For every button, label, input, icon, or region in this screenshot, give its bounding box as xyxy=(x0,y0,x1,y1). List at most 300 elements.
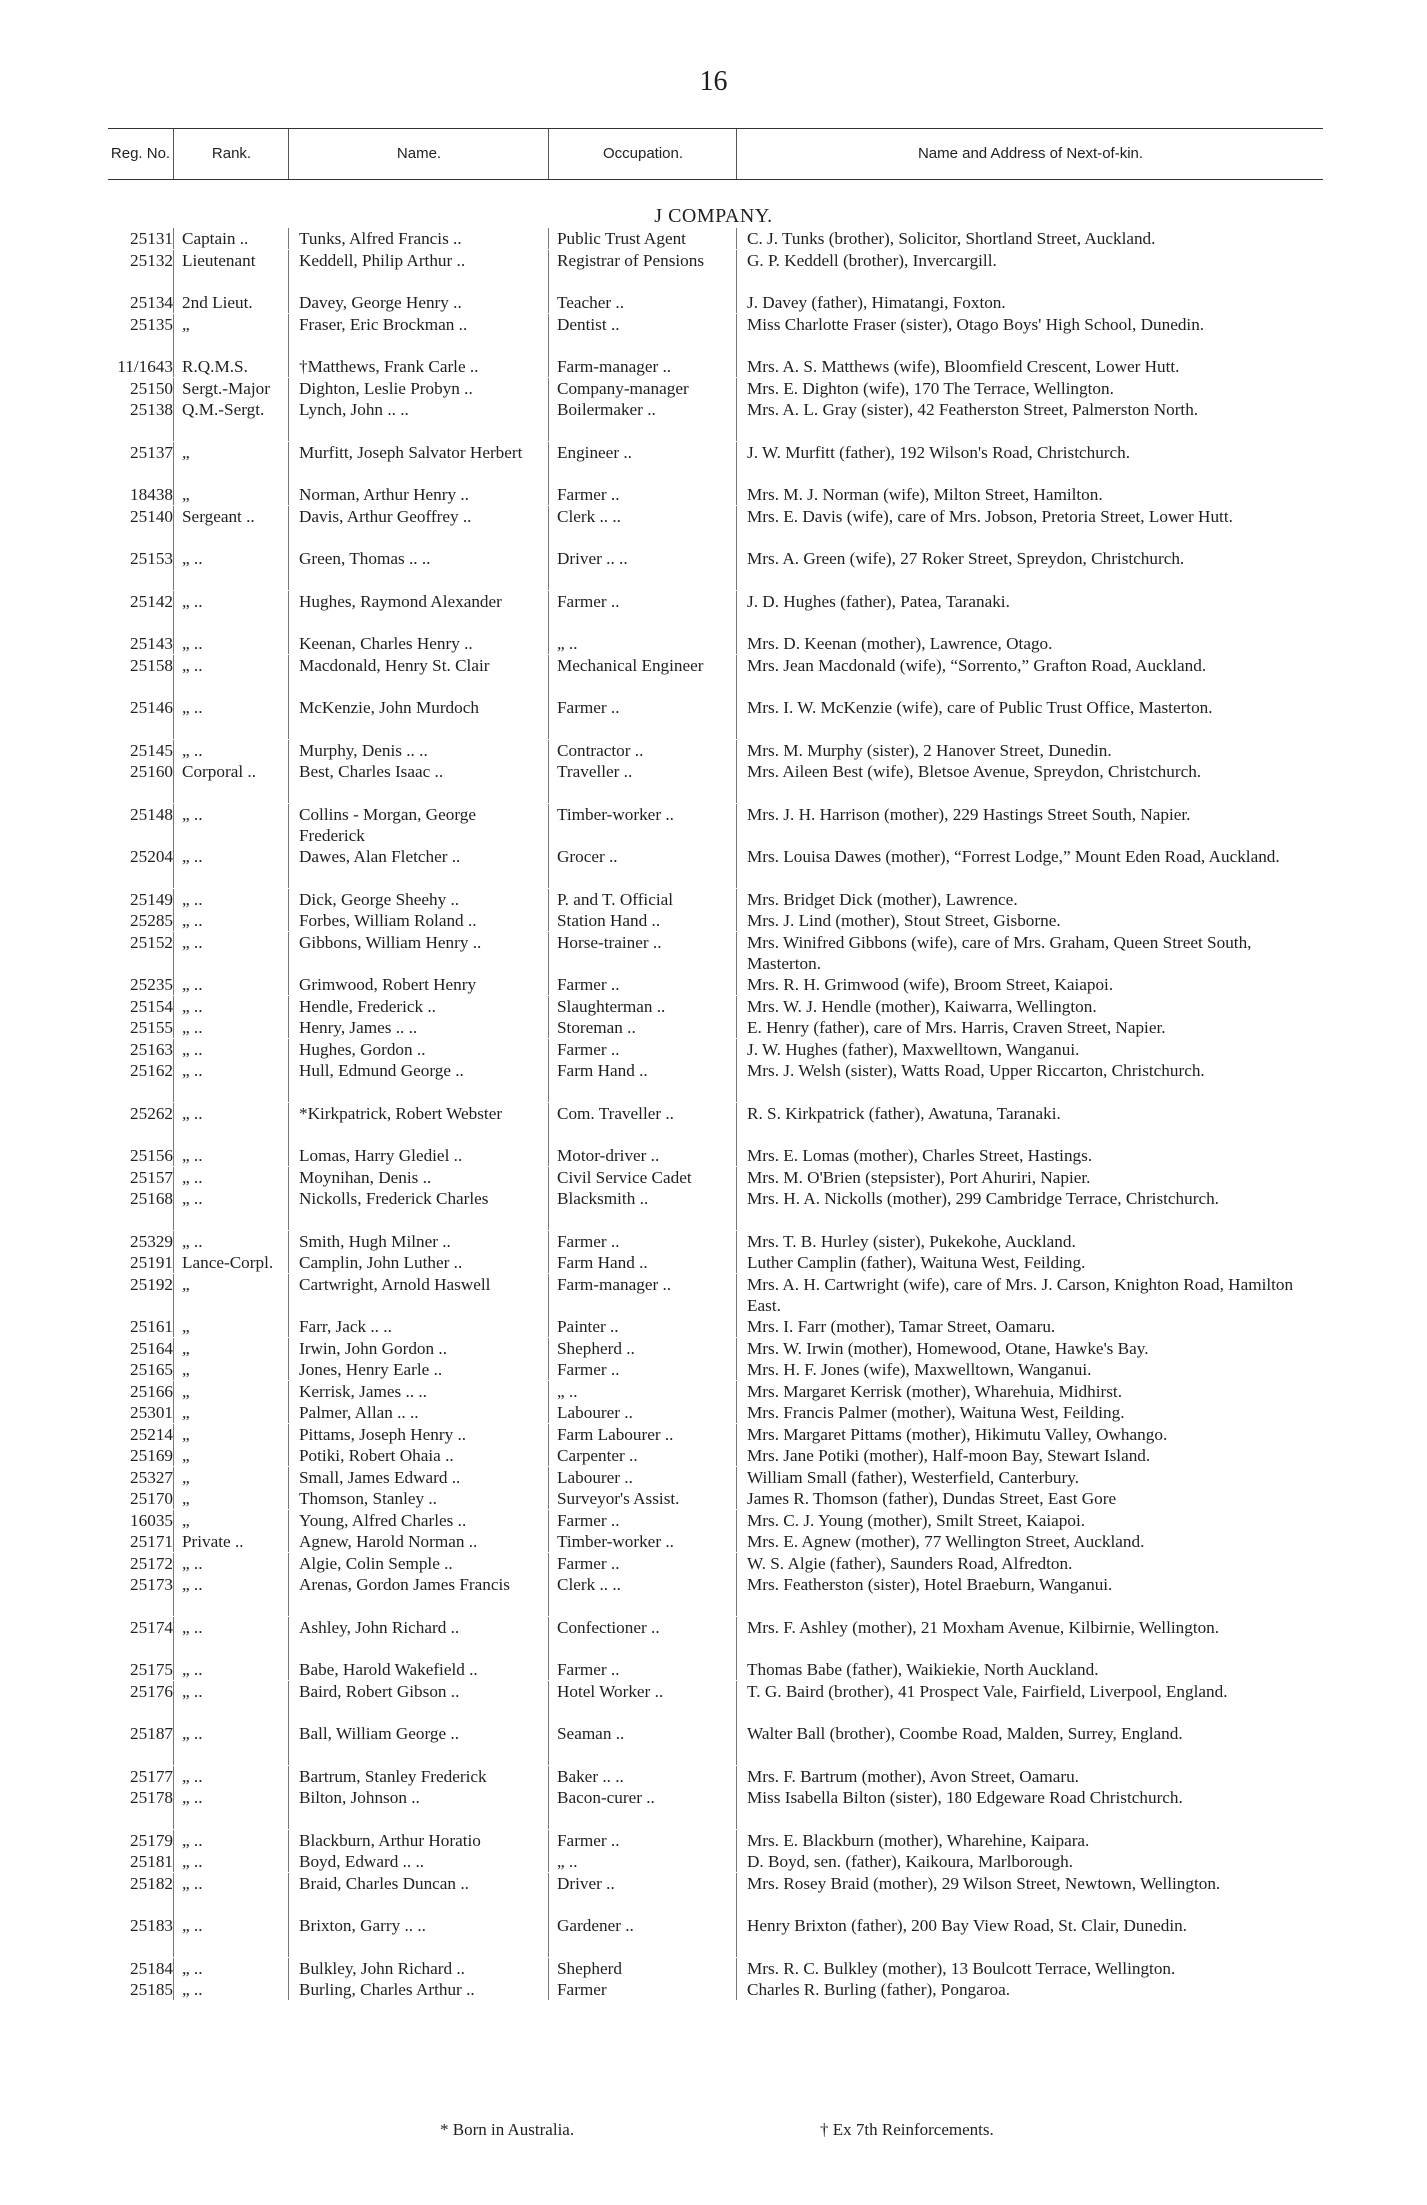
cell-rank: „ .. xyxy=(173,655,288,697)
table-header xyxy=(108,128,1323,180)
cell-next-of-kin: Mrs. Jean Macdonald (wife), “Sorrento,” Grafton Road, Auckland. xyxy=(736,655,1323,697)
cell-next-of-kin: James R. Thomson (father), Dundas Street, East Gore xyxy=(736,1488,1323,1509)
cell-occupation: Gardener .. xyxy=(548,1915,736,1957)
cell-occupation: Traveller .. xyxy=(548,761,736,803)
cell-reg-no: 25185 xyxy=(130,1980,173,1999)
cell-name: Boyd, Edward .. .. xyxy=(288,1851,548,1872)
cell-rank: „ .. xyxy=(173,1873,288,1915)
cell-rank: „ .. xyxy=(173,633,288,654)
cell-occupation: Boilermaker .. xyxy=(548,399,736,441)
cell-occupation: Farmer .. xyxy=(548,697,736,739)
cell-occupation: Labourer .. xyxy=(548,1467,736,1488)
cell-name: Dawes, Alan Fletcher .. xyxy=(288,846,548,888)
table-row xyxy=(108,1231,1323,1253)
cell-reg-no: 25158 xyxy=(130,655,173,675)
cell-reg-no: 25191 xyxy=(130,1253,173,1272)
cell-reg-no: 25145 xyxy=(130,740,173,760)
table-row xyxy=(108,1659,1323,1681)
table-row xyxy=(108,1316,1323,1338)
cell-reg-no: 25138 xyxy=(130,400,173,419)
cell-name: Braid, Charles Duncan .. xyxy=(288,1873,548,1915)
cell-next-of-kin: Mrs. R. C. Bulkley (mother), 13 Boulcott Terrace, Wellington. xyxy=(736,1958,1323,1979)
table-row xyxy=(108,1531,1323,1553)
cell-name: Pittams, Joseph Henry .. xyxy=(288,1424,548,1445)
cell-next-of-kin: Mrs. H. F. Jones (wife), Maxwelltown, Wanganui. xyxy=(736,1359,1323,1380)
cell-rank: Lance-Corpl. xyxy=(173,1252,288,1273)
cell-next-of-kin: Mrs. M. Murphy (sister), 2 Hanover Street, Dunedin. xyxy=(736,740,1323,761)
cell-occupation: Shepherd .. xyxy=(548,1338,736,1359)
cell-occupation: Confectioner .. xyxy=(548,1617,736,1659)
cell-reg-no: 25170 xyxy=(130,1489,173,1508)
cell-occupation: Farmer xyxy=(548,1979,736,2000)
cell-next-of-kin: Mrs. R. H. Grimwood (wife), Broom Street, Kaiapoi. xyxy=(736,974,1323,995)
cell-rank: „ xyxy=(173,1445,288,1466)
cell-name: †Matthews, Frank Carle .. xyxy=(288,356,548,377)
cell-reg-no: 25192 xyxy=(130,1274,173,1294)
cell-rank: „ .. xyxy=(173,1659,288,1680)
cell-occupation: Painter .. xyxy=(548,1316,736,1337)
cell-rank: „ .. xyxy=(173,1145,288,1166)
cell-rank: „ .. xyxy=(173,1167,288,1188)
cell-next-of-kin: G. P. Keddell (brother), Invercargill. xyxy=(736,250,1323,292)
cell-occupation: Storeman .. xyxy=(548,1017,736,1038)
table-row xyxy=(108,804,1323,847)
cell-name: Potiki, Robert Ohaia .. xyxy=(288,1445,548,1466)
cell-reg-no: 25131 xyxy=(130,229,173,248)
cell-next-of-kin: Mrs. Aileen Best (wife), Bletsoe Avenue, Spreydon, Christchurch. xyxy=(736,761,1323,803)
table-row xyxy=(108,1830,1323,1852)
cell-occupation: Farmer .. xyxy=(548,974,736,995)
cell-name: Moynihan, Denis .. xyxy=(288,1167,548,1188)
cell-name: McKenzie, John Murdoch xyxy=(288,697,548,739)
cell-reg-no: 25172 xyxy=(130,1553,173,1573)
cell-name: Thomson, Stanley .. xyxy=(288,1488,548,1509)
cell-rank: Captain .. xyxy=(173,228,288,249)
cell-rank: 2nd Lieut. xyxy=(173,292,288,313)
cell-next-of-kin: Mrs. C. J. Young (mother), Smilt Street, Kaiapoi. xyxy=(736,1510,1323,1531)
table-row xyxy=(108,1274,1323,1317)
table-row xyxy=(108,378,1323,400)
cell-reg-no: 25164 xyxy=(130,1338,173,1358)
cell-name: Norman, Arthur Henry .. xyxy=(288,484,548,505)
cell-rank: „ .. xyxy=(173,996,288,1017)
cell-next-of-kin: Miss Charlotte Fraser (sister), Otago Boys' High School, Dunedin. xyxy=(736,314,1323,356)
cell-name: Collins - Morgan, George Frederick xyxy=(288,804,548,846)
cell-rank: „ .. xyxy=(173,697,288,739)
cell-name: Murphy, Denis .. .. xyxy=(288,740,548,761)
cell-occupation: „ .. xyxy=(548,633,736,654)
cell-rank: „ xyxy=(173,1402,288,1423)
table-row xyxy=(108,1402,1323,1424)
cell-next-of-kin: J. W. Murfitt (father), 192 Wilson's Road, Christchurch. xyxy=(736,442,1323,484)
table-row xyxy=(108,1723,1323,1766)
cell-reg-no: 25165 xyxy=(130,1360,173,1379)
table-row xyxy=(108,1060,1323,1103)
table-row xyxy=(108,1359,1323,1381)
cell-reg-no: 25183 xyxy=(130,1916,173,1935)
cell-name: Keenan, Charles Henry .. xyxy=(288,633,548,654)
table-row xyxy=(108,1167,1323,1189)
cell-next-of-kin: W. S. Algie (father), Saunders Road, Alfredton. xyxy=(736,1553,1323,1574)
table-row xyxy=(108,399,1323,442)
cell-name: Blackburn, Arthur Horatio xyxy=(288,1830,548,1851)
cell-occupation: Teacher .. xyxy=(548,292,736,313)
table-row xyxy=(108,250,1323,293)
table-row xyxy=(108,1424,1323,1446)
table-row xyxy=(108,1145,1323,1167)
cell-name: Murfitt, Joseph Salvator Herbert xyxy=(288,442,548,484)
table-row xyxy=(108,846,1323,889)
cell-name: Hendle, Frederick .. xyxy=(288,996,548,1017)
cell-next-of-kin: Mrs. M. J. Norman (wife), Milton Street, Hamilton. xyxy=(736,484,1323,505)
cell-name: Davey, George Henry .. xyxy=(288,292,548,313)
cell-next-of-kin: Mrs. A. H. Cartwright (wife), care of Mrs. J. Carson, Knighton Road, Hamilton East. xyxy=(736,1274,1323,1316)
cell-reg-no: 25173 xyxy=(130,1575,173,1594)
cell-occupation: Labourer .. xyxy=(548,1402,736,1423)
cell-reg-no: 25174 xyxy=(130,1617,173,1637)
cell-next-of-kin: Henry Brixton (father), 200 Bay View Road, St. Clair, Dunedin. xyxy=(736,1915,1323,1957)
table-row xyxy=(108,1766,1323,1788)
cell-rank: Q.M.-Sergt. xyxy=(173,399,288,441)
cell-next-of-kin: Mrs. F. Bartrum (mother), Avon Street, Oamaru. xyxy=(736,1766,1323,1787)
table-row xyxy=(108,1979,1323,2001)
table-row xyxy=(108,484,1323,506)
cell-next-of-kin: R. S. Kirkpatrick (father), Awatuna, Taranaki. xyxy=(736,1103,1323,1145)
cell-occupation: Dentist .. xyxy=(548,314,736,356)
table-row xyxy=(108,974,1323,996)
table-row xyxy=(108,1958,1323,1980)
cell-occupation: Farmer .. xyxy=(548,484,736,505)
cell-name: Nickolls, Frederick Charles xyxy=(288,1188,548,1230)
cell-next-of-kin: Mrs. Jane Potiki (mother), Half-moon Bay, Stewart Island. xyxy=(736,1445,1323,1466)
cell-rank: „ .. xyxy=(173,804,288,846)
cell-occupation: Timber-worker .. xyxy=(548,1531,736,1552)
cell-reg-no: 25175 xyxy=(130,1660,173,1679)
cell-next-of-kin: C. J. Tunks (brother), Solicitor, Shortland Street, Auckland. xyxy=(736,228,1323,249)
cell-rank: „ .. xyxy=(173,1060,288,1102)
cell-reg-no: 25184 xyxy=(130,1958,173,1978)
cell-rank: „ .. xyxy=(173,1979,288,2000)
cell-rank: „ .. xyxy=(173,548,288,590)
cell-reg-no: 25160 xyxy=(130,762,173,781)
table-row xyxy=(108,1467,1323,1489)
cell-reg-no: 25146 xyxy=(130,698,173,717)
cell-next-of-kin: Mrs. Margaret Kerrisk (mother), Wharehuia, Midhirst. xyxy=(736,1381,1323,1402)
table-row xyxy=(108,228,1323,250)
cell-next-of-kin: Mrs. J. H. Harrison (mother), 229 Hastings Street South, Napier. xyxy=(736,804,1323,846)
cell-name: Burling, Charles Arthur .. xyxy=(288,1979,548,2000)
table-row xyxy=(108,356,1323,378)
page-number: 16 xyxy=(699,66,728,97)
cell-rank: „ .. xyxy=(173,1787,288,1829)
cell-rank: „ .. xyxy=(173,1766,288,1787)
cell-rank: „ .. xyxy=(173,1039,288,1060)
footnote-ex-reinforcements: † Ex 7th Reinforcements. xyxy=(820,2120,994,2139)
table-row xyxy=(108,633,1323,655)
cell-name: Davis, Arthur Geoffrey .. xyxy=(288,506,548,548)
table-row xyxy=(108,292,1323,314)
cell-occupation: Farmer .. xyxy=(548,1553,736,1574)
cell-occupation: Farm Hand .. xyxy=(548,1060,736,1102)
cell-occupation: Farmer .. xyxy=(548,1830,736,1851)
cell-next-of-kin: Mrs. E. Agnew (mother), 77 Wellington Street, Auckland. xyxy=(736,1531,1323,1552)
cell-reg-no: 11/1643 xyxy=(117,357,173,376)
cell-next-of-kin: Mrs. F. Ashley (mother), 21 Moxham Avenue, Kilbirnie, Wellington. xyxy=(736,1617,1323,1659)
cell-next-of-kin: William Small (father), Westerfield, Canterbury. xyxy=(736,1467,1323,1488)
cell-reg-no: 25329 xyxy=(130,1231,173,1251)
cell-occupation: Driver .. xyxy=(548,1873,736,1915)
table-row xyxy=(108,910,1323,932)
cell-name: Bilton, Johnson .. xyxy=(288,1787,548,1829)
cell-name: Bartrum, Stanley Frederick xyxy=(288,1766,548,1787)
cell-name: Ball, William George .. xyxy=(288,1723,548,1765)
cell-rank: „ .. xyxy=(173,1851,288,1872)
cell-occupation: Bacon-curer .. xyxy=(548,1787,736,1829)
cell-next-of-kin: E. Henry (father), care of Mrs. Harris, Craven Street, Napier. xyxy=(736,1017,1323,1038)
cell-name: Fraser, Eric Brockman .. xyxy=(288,314,548,356)
table-row xyxy=(108,1445,1323,1467)
table-row xyxy=(108,1338,1323,1360)
table-row xyxy=(108,442,1323,485)
table-row xyxy=(108,1915,1323,1958)
cell-rank: „ xyxy=(173,1338,288,1359)
cell-name: Agnew, Harold Norman .. xyxy=(288,1531,548,1552)
cell-occupation: Farm Hand .. xyxy=(548,1252,736,1273)
cell-reg-no: 25168 xyxy=(130,1189,173,1208)
cell-name: Dick, George Sheehy .. xyxy=(288,889,548,910)
cell-reg-no: 25162 xyxy=(130,1061,173,1080)
cell-name: *Kirkpatrick, Robert Webster xyxy=(288,1103,548,1145)
cell-name: Brixton, Garry .. .. xyxy=(288,1915,548,1957)
table-row xyxy=(108,1103,1323,1146)
cell-rank: „ xyxy=(173,1274,288,1316)
cell-reg-no: 25155 xyxy=(130,1018,173,1037)
cell-reg-no: 18438 xyxy=(130,485,173,504)
cell-occupation: Company-manager xyxy=(548,378,736,399)
cell-occupation: Grocer .. xyxy=(548,846,736,888)
cell-occupation: Farmer .. xyxy=(548,1231,736,1252)
cell-name: Irwin, John Gordon .. xyxy=(288,1338,548,1359)
cell-next-of-kin: Mrs. T. B. Hurley (sister), Pukekohe, Auckland. xyxy=(736,1231,1323,1252)
cell-next-of-kin: Luther Camplin (father), Waituna West, Feilding. xyxy=(736,1252,1323,1273)
cell-name: Hull, Edmund George .. xyxy=(288,1060,548,1102)
cell-occupation: Public Trust Agent xyxy=(548,228,736,249)
cell-name: Baird, Robert Gibson .. xyxy=(288,1681,548,1723)
footnote-born-australia: * Born in Australia. xyxy=(440,2120,575,2139)
cell-occupation: Baker .. .. xyxy=(548,1766,736,1787)
cell-occupation: Farmer .. xyxy=(548,1659,736,1680)
cell-next-of-kin: Mrs. E. Dighton (wife), 170 The Terrace, Wellington. xyxy=(736,378,1323,399)
cell-next-of-kin: Mrs. A. Green (wife), 27 Roker Street, Spreydon, Christchurch. xyxy=(736,548,1323,590)
cell-rank: „ .. xyxy=(173,1017,288,1038)
cell-next-of-kin: J. D. Hughes (father), Patea, Taranaki. xyxy=(736,591,1323,633)
cell-next-of-kin: Thomas Babe (father), Waikiekie, North Auckland. xyxy=(736,1659,1323,1680)
table-row xyxy=(108,1039,1323,1061)
cell-occupation: Blacksmith .. xyxy=(548,1188,736,1230)
cell-occupation: Civil Service Cadet xyxy=(548,1167,736,1188)
cell-name: Keddell, Philip Arthur .. xyxy=(288,250,548,292)
cell-rank: „ .. xyxy=(173,1231,288,1252)
cell-rank: „ xyxy=(173,442,288,484)
table-row xyxy=(108,1617,1323,1660)
cell-name: Smith, Hugh Milner .. xyxy=(288,1231,548,1252)
cell-occupation: Contractor .. xyxy=(548,740,736,761)
cell-next-of-kin: Mrs. W. J. Hendle (mother), Kaiwarra, Wellington. xyxy=(736,996,1323,1017)
cell-next-of-kin: D. Boyd, sen. (father), Kaikoura, Marlborough. xyxy=(736,1851,1323,1872)
cell-name: Palmer, Allan .. .. xyxy=(288,1402,548,1423)
table-row xyxy=(108,1873,1323,1916)
cell-rank: „ xyxy=(173,1488,288,1509)
cell-reg-no: 25148 xyxy=(130,804,173,824)
cell-occupation: Shepherd xyxy=(548,1958,736,1979)
cell-name: Arenas, Gordon James Francis xyxy=(288,1574,548,1616)
cell-name: Camplin, John Luther .. xyxy=(288,1252,548,1273)
table-row xyxy=(108,761,1323,804)
table-row xyxy=(108,1553,1323,1575)
cell-occupation: Mechanical Engineer xyxy=(548,655,736,697)
cell-reg-no: 25140 xyxy=(130,506,173,526)
cell-next-of-kin: Mrs. I. Farr (mother), Tamar Street, Oamaru. xyxy=(736,1316,1323,1337)
cell-occupation: Driver .. .. xyxy=(548,548,736,590)
header-name: Name. xyxy=(288,129,549,179)
cell-reg-no: 25154 xyxy=(130,996,173,1016)
cell-rank: „ xyxy=(173,1424,288,1445)
cell-next-of-kin: Mrs. Margaret Pittams (mother), Hikimutu Valley, Owhango. xyxy=(736,1424,1323,1445)
cell-reg-no: 25285 xyxy=(130,911,173,930)
cell-reg-no: 25301 xyxy=(130,1403,173,1422)
cell-name: Ashley, John Richard .. xyxy=(288,1617,548,1659)
table-row xyxy=(108,1787,1323,1830)
cell-occupation: Farm Labourer .. xyxy=(548,1424,736,1445)
cell-next-of-kin: Mrs. H. A. Nickolls (mother), 299 Cambridge Terrace, Christchurch. xyxy=(736,1188,1323,1230)
cell-name: Farr, Jack .. .. xyxy=(288,1316,548,1337)
table-row xyxy=(108,1488,1323,1510)
cell-rank: „ xyxy=(173,1381,288,1402)
cell-next-of-kin: Mrs. J. Lind (mother), Stout Street, Gisborne. xyxy=(736,910,1323,931)
cell-next-of-kin: Mrs. J. Welsh (sister), Watts Road, Upper Riccarton, Christchurch. xyxy=(736,1060,1323,1102)
header-reg-no: Reg. No. xyxy=(110,145,171,162)
cell-rank: „ .. xyxy=(173,1915,288,1957)
table-row xyxy=(108,740,1323,762)
cell-reg-no: 25327 xyxy=(130,1467,173,1487)
cell-occupation: Farmer .. xyxy=(548,1039,736,1060)
cell-reg-no: 25152 xyxy=(130,932,173,952)
cell-occupation: Seaman .. xyxy=(548,1723,736,1765)
table-row xyxy=(108,655,1323,698)
cell-next-of-kin: Mrs. E. Davis (wife), care of Mrs. Jobson, Pretoria Street, Lower Hutt. xyxy=(736,506,1323,548)
cell-rank: „ .. xyxy=(173,1553,288,1574)
cell-reg-no: 25204 xyxy=(130,847,173,866)
cell-name: Kerrisk, James .. .. xyxy=(288,1381,548,1402)
cell-next-of-kin: Mrs. Francis Palmer (mother), Waituna West, Feilding. xyxy=(736,1402,1323,1423)
cell-occupation: Timber-worker .. xyxy=(548,804,736,846)
cell-reg-no: 25177 xyxy=(130,1766,173,1786)
table-row xyxy=(108,1510,1323,1532)
cell-rank: „ .. xyxy=(173,1830,288,1851)
cell-next-of-kin: T. G. Baird (brother), 41 Prospect Vale, Fairfield, Liverpool, England. xyxy=(736,1681,1323,1723)
cell-reg-no: 25157 xyxy=(130,1167,173,1187)
cell-rank: „ xyxy=(173,1510,288,1531)
cell-next-of-kin: Mrs. E. Blackburn (mother), Wharehine, Kaipara. xyxy=(736,1830,1323,1851)
cell-rank: „ xyxy=(173,314,288,356)
cell-occupation: „ .. xyxy=(548,1851,736,1872)
table-row xyxy=(108,548,1323,591)
cell-rank: „ .. xyxy=(173,910,288,931)
table-row xyxy=(108,697,1323,740)
cell-reg-no: 25149 xyxy=(130,889,173,909)
cell-reg-no: 25187 xyxy=(130,1724,173,1743)
cell-occupation: Registrar of Pensions xyxy=(548,250,736,292)
cell-occupation: Farm-manager .. xyxy=(548,356,736,377)
table-row xyxy=(108,591,1323,634)
header-occupation: Occupation. xyxy=(548,129,737,179)
cell-reg-no: 25235 xyxy=(130,975,173,994)
cell-rank: „ .. xyxy=(173,740,288,761)
cell-rank: „ xyxy=(173,484,288,505)
cell-reg-no: 25150 xyxy=(130,378,173,398)
cell-rank: Lieutenant xyxy=(173,250,288,292)
cell-reg-no: 25214 xyxy=(130,1424,173,1444)
cell-name: Cartwright, Arnold Haswell xyxy=(288,1274,548,1316)
cell-name: Young, Alfred Charles .. xyxy=(288,1510,548,1531)
cell-occupation: P. and T. Official xyxy=(548,889,736,910)
cell-name: Gibbons, William Henry .. xyxy=(288,932,548,974)
header-rank: Rank. xyxy=(173,129,289,179)
cell-name: Bulkley, John Richard .. xyxy=(288,1958,548,1979)
cell-reg-no: 25142 xyxy=(130,591,173,611)
cell-rank: „ .. xyxy=(173,1103,288,1145)
table-row xyxy=(108,1252,1323,1274)
cell-name: Green, Thomas .. .. xyxy=(288,548,548,590)
cell-reg-no: 25166 xyxy=(130,1381,173,1401)
cell-next-of-kin: Mrs. D. Keenan (mother), Lawrence, Otago. xyxy=(736,633,1323,654)
cell-rank: Sergt.-Major xyxy=(173,378,288,399)
cell-name: Dighton, Leslie Probyn .. xyxy=(288,378,548,399)
cell-rank: R.Q.M.S. xyxy=(173,356,288,377)
cell-occupation: Station Hand .. xyxy=(548,910,736,931)
cell-name: Hughes, Raymond Alexander xyxy=(288,591,548,633)
cell-name: Forbes, William Roland .. xyxy=(288,910,548,931)
cell-occupation: Horse-trainer .. xyxy=(548,932,736,974)
table-row xyxy=(108,314,1323,357)
cell-occupation: Engineer .. xyxy=(548,442,736,484)
cell-rank: „ .. xyxy=(173,1617,288,1659)
cell-reg-no: 25169 xyxy=(130,1446,173,1465)
cell-name: Lynch, John .. .. xyxy=(288,399,548,441)
cell-rank: Corporal .. xyxy=(173,761,288,803)
cell-next-of-kin: Charles R. Burling (father), Pongaroa. xyxy=(736,1979,1323,2000)
cell-name: Macdonald, Henry St. Clair xyxy=(288,655,548,697)
cell-next-of-kin: Miss Isabella Bilton (sister), 180 Edgeware Road Christchurch. xyxy=(736,1787,1323,1829)
cell-rank: „ .. xyxy=(173,889,288,910)
cell-rank: „ xyxy=(173,1359,288,1380)
cell-reg-no: 25179 xyxy=(130,1830,173,1850)
cell-rank: „ .. xyxy=(173,1681,288,1723)
cell-reg-no: 25143 xyxy=(130,634,173,653)
cell-next-of-kin: J. W. Hughes (father), Maxwelltown, Wanganui. xyxy=(736,1039,1323,1060)
cell-reg-no: 25137 xyxy=(130,442,173,462)
cell-rank: „ .. xyxy=(173,1958,288,1979)
cell-name: Tunks, Alfred Francis .. xyxy=(288,228,548,249)
cell-name: Jones, Henry Earle .. xyxy=(288,1359,548,1380)
cell-name: Small, James Edward .. xyxy=(288,1467,548,1488)
cell-next-of-kin: Mrs. Rosey Braid (mother), 29 Wilson Street, Newtown, Wellington. xyxy=(736,1873,1323,1915)
cell-reg-no: 25176 xyxy=(130,1681,173,1701)
header-next-of-kin: Name and Address of Next-of-kin. xyxy=(736,129,1324,179)
cell-reg-no: 25163 xyxy=(130,1039,173,1059)
table-row xyxy=(108,1381,1323,1403)
cell-name: Best, Charles Isaac .. xyxy=(288,761,548,803)
